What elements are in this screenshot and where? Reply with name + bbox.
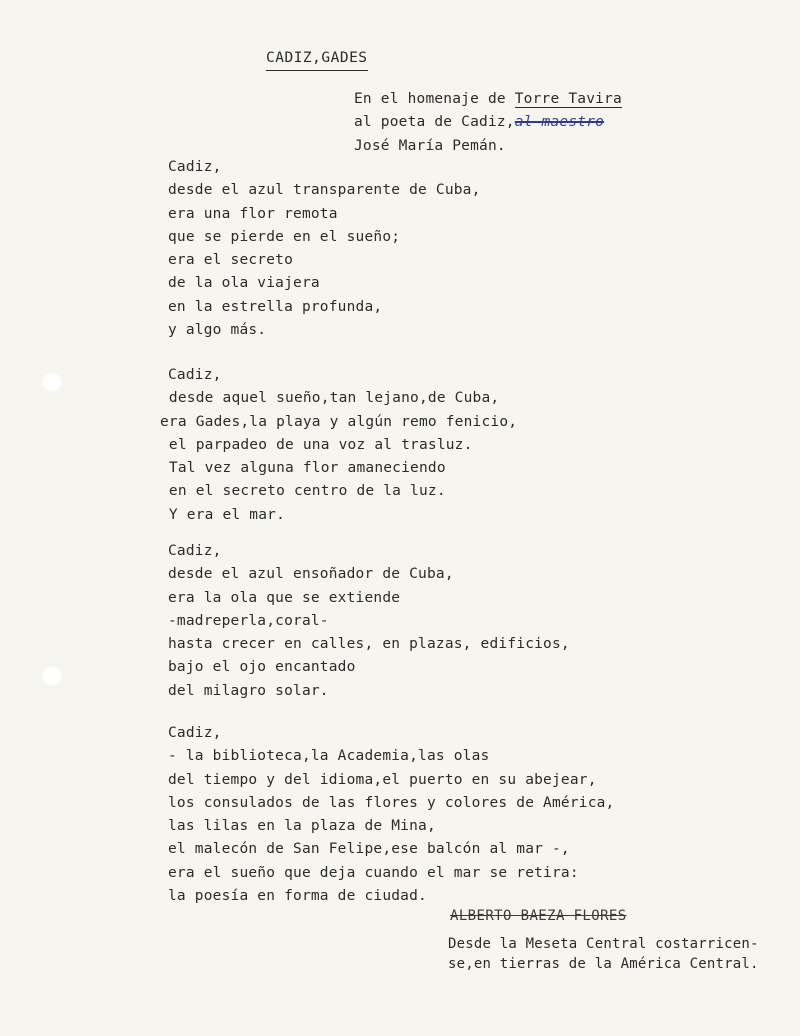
stanza-line: en el secreto centro de la luz.: [160, 483, 446, 500]
stanza-line: - la biblioteca,la Academia,las olas: [168, 748, 490, 765]
stanza-line: desde el azul transparente de Cuba,: [168, 182, 481, 199]
place-line: se,en tierras de la América Central.: [448, 956, 759, 972]
stanza-line: -madreperla,coral-: [168, 612, 329, 629]
place-note: [448, 934, 759, 974]
stanza-line: de la ola viajera: [168, 275, 320, 292]
stanza-line: era el secreto: [168, 252, 294, 269]
dedication-line1-prefix: En el homenaje de: [354, 91, 515, 107]
stanza-line: era una flor remota: [168, 205, 338, 222]
stanza-line: Tal vez alguna flor amaneciendo: [160, 460, 446, 477]
author-signature: ALBERTO BAEZA FLORES: [450, 908, 627, 924]
stanza-line: bajo el ojo encantado: [168, 659, 356, 676]
stanza-line: era el sueño que deja cuando el mar se retira:: [168, 864, 579, 881]
stanza-line: del milagro solar.: [168, 682, 329, 699]
stanza-line: Y era el mar.: [160, 506, 286, 523]
poem-title: CADIZ,GADES: [266, 50, 368, 71]
stanza-line: Cadiz,: [168, 543, 222, 559]
dedication: [354, 88, 622, 158]
dedication-line2-prefix: al poeta de Cadiz,: [354, 114, 515, 131]
dedication-underlined-name: Torre Tavira: [514, 91, 622, 107]
stanza-line: el malecón de San Felipe,ese balcón al mar -,: [168, 841, 570, 858]
stanza-line: era la ola que se extiende: [168, 589, 401, 606]
punch-hole-bottom: [42, 666, 62, 686]
stanza-3: [168, 540, 570, 703]
place-line: Desde la Meseta Central costarricen-: [448, 936, 759, 952]
stanza-line: la poesía en forma de ciudad.: [168, 888, 427, 905]
punch-hole-top: [42, 372, 62, 392]
stanza-line: las lilas en la plaza de Mina,: [168, 818, 436, 835]
stanza-line: en la estrella profunda,: [168, 298, 383, 315]
stanza-2: [160, 364, 517, 527]
stanza-line: y algo más.: [168, 322, 267, 339]
dedication-scribble: al maestro: [514, 114, 605, 131]
stanza-line: el parpadeo de una voz al trasluz.: [160, 436, 473, 453]
stanza-line: Cadiz,: [168, 725, 222, 741]
stanza-line: Cadiz,: [168, 159, 222, 175]
stanza-line: desde el azul ensoñador de Cuba,: [168, 566, 454, 583]
stanza-line: hasta crecer en calles, en plazas, edificios,: [168, 636, 570, 653]
stanza-line: Cadiz,: [168, 367, 222, 383]
stanza-line: del tiempo y del idioma,el puerto en su abejear,: [168, 771, 597, 788]
stanza-line: desde aquel sueño,tan lejano,de Cuba,: [160, 390, 500, 407]
stanza-1: [168, 156, 481, 342]
stanza-line: era Gades,la playa y algún remo fenicio,: [160, 413, 518, 430]
stanza-4: [168, 722, 615, 908]
stanza-line: los consulados de las flores y colores de América,: [168, 794, 615, 811]
dedication-line3: José María Pemán.: [354, 137, 506, 154]
stanza-line: que se pierde en el sueño;: [168, 228, 401, 245]
